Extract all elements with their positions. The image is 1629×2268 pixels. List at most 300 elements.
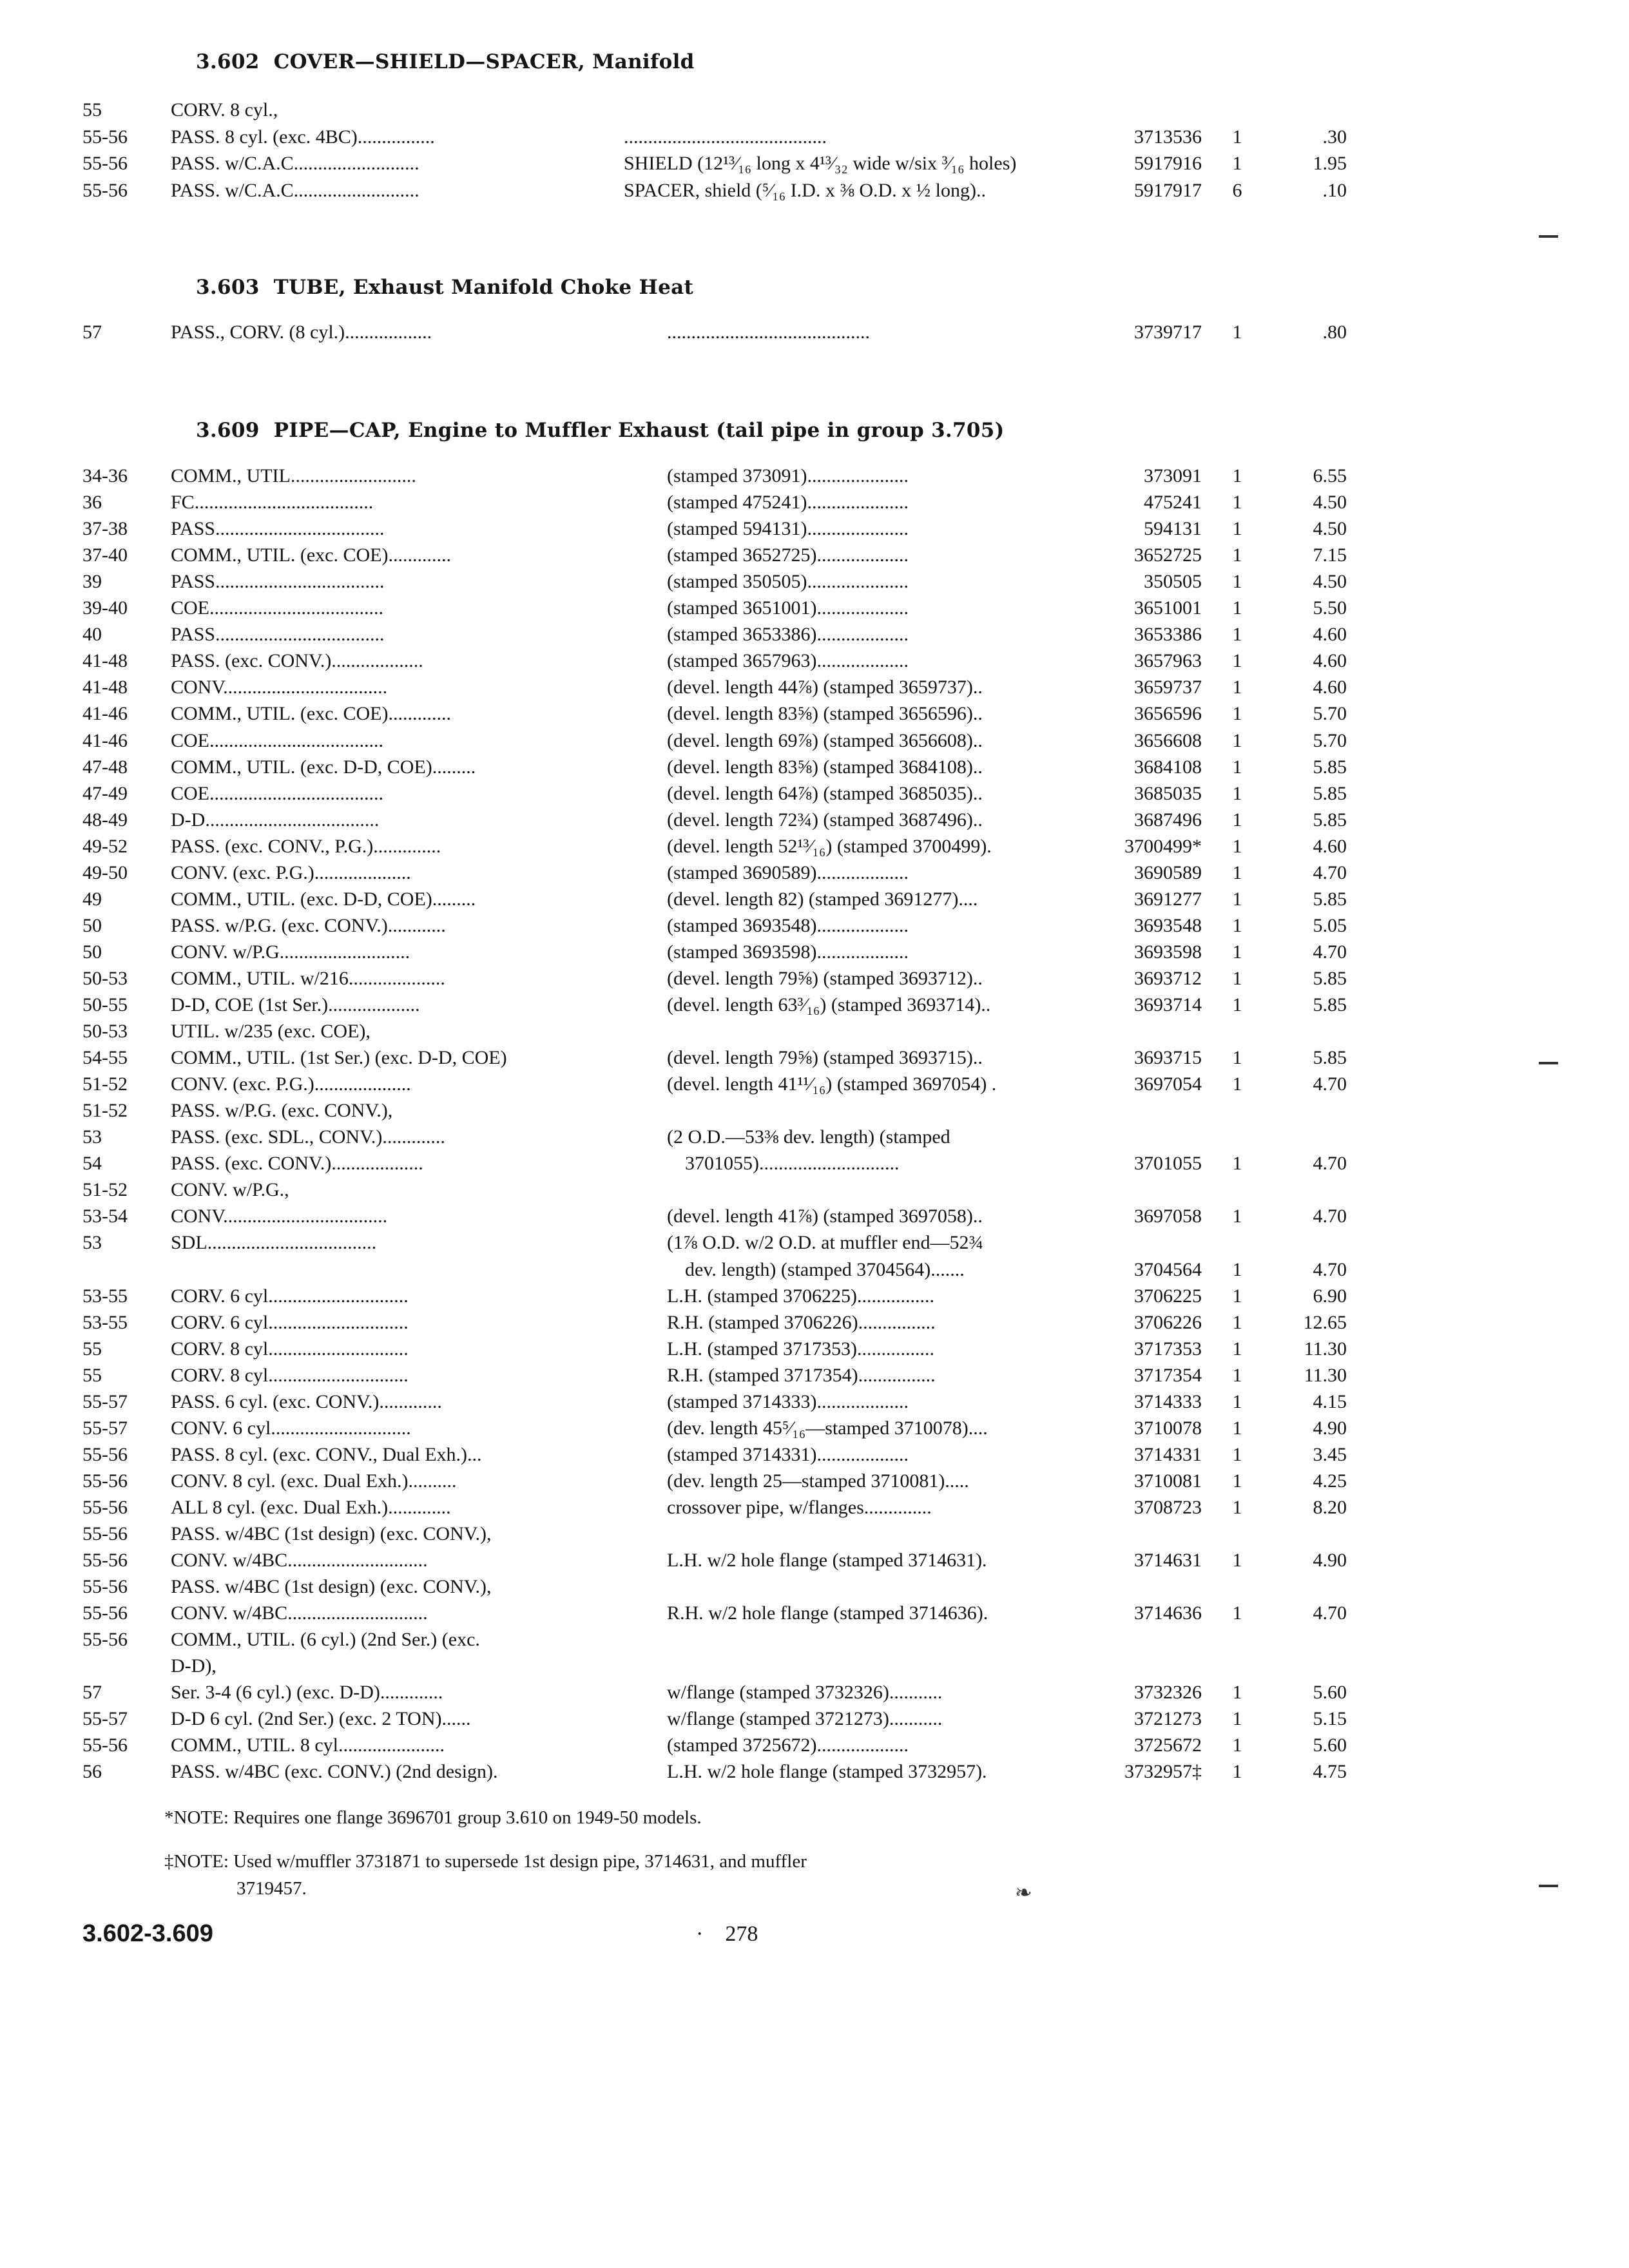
part-number: 3706225	[1134, 1285, 1202, 1307]
part-number: 3657963	[1134, 650, 1202, 672]
model-years: 55-56	[82, 1470, 128, 1492]
model-description: PASS. w/P.G. (exc. CONV.)............	[171, 914, 446, 936]
price: 3.45	[1313, 1443, 1347, 1465]
model-description: PASS. w/4BC (1st design) (exc. CONV.),	[171, 1576, 492, 1598]
table-row	[0, 177, 1629, 204]
part-description: (stamped 373091).....................	[667, 465, 909, 486]
part-number: 3693712	[1134, 967, 1202, 989]
model-years: 41-48	[82, 650, 128, 672]
part-number: 3652725	[1134, 544, 1202, 566]
part-description: L.H. (stamped 3706225)................	[667, 1285, 934, 1307]
quantity: 1	[1232, 1153, 1242, 1175]
model-years: 55-57	[82, 1708, 128, 1730]
quantity: 1	[1232, 624, 1242, 646]
model-years: 39-40	[82, 597, 128, 619]
price: 7.15	[1313, 544, 1347, 566]
table-row	[0, 1547, 1629, 1574]
price: .10	[1322, 179, 1347, 201]
quantity: 1	[1232, 1417, 1242, 1439]
section-heading-3603	[196, 276, 693, 299]
footnote-muffler	[164, 1848, 1105, 1902]
table-row	[0, 700, 1629, 727]
price: 5.60	[1313, 1682, 1347, 1704]
model-description: PASS. (exc. SDL., CONV.).............	[171, 1126, 445, 1148]
table-row	[0, 1732, 1629, 1759]
quantity: 1	[1232, 967, 1242, 989]
model-years: 55	[82, 1338, 102, 1360]
model-description: CONV. w/4BC.............................	[171, 1550, 428, 1571]
table-row	[0, 150, 1629, 177]
price: .30	[1322, 126, 1347, 148]
model-years: 37-40	[82, 544, 128, 566]
table-row	[0, 1521, 1629, 1548]
part-description: (devel. length 83⅝) (stamped 3684108)..	[667, 756, 983, 778]
price: 5.05	[1313, 914, 1347, 936]
model-description: PASS. w/4BC (exc. CONV.) (2nd design).	[171, 1761, 498, 1783]
part-description: (devel. length 41⅞) (stamped 3697058)..	[667, 1206, 983, 1227]
model-years: 37-38	[82, 518, 128, 540]
part-description: L.H. w/2 hole flange (stamped 3714631).	[667, 1550, 987, 1571]
table-row	[0, 124, 1629, 151]
quantity: 1	[1232, 153, 1242, 174]
model-description: D-D 6 cyl. (2nd Ser.) (exc. 2 TON)......	[171, 1708, 471, 1730]
model-years: 55	[82, 99, 102, 120]
part-number: 3721273	[1134, 1708, 1202, 1730]
table-row	[0, 965, 1629, 992]
section-title: PIPE—CAP, Engine to Muffler Exhaust (tail pipe in group 3.705)	[273, 419, 1005, 442]
part-number: 3659737	[1134, 677, 1202, 698]
table-row	[0, 489, 1629, 516]
model-description: Ser. 3-4 (6 cyl.) (exc. D-D).............	[171, 1682, 443, 1704]
price: 12.65	[1303, 1311, 1347, 1333]
quantity: 1	[1232, 994, 1242, 1015]
part-number: 3653386	[1134, 624, 1202, 646]
table-row	[0, 1229, 1629, 1256]
model-years: 54-55	[82, 1047, 128, 1069]
part-number: 3708723	[1134, 1496, 1202, 1518]
quantity: 1	[1232, 677, 1242, 698]
part-description: 3701055).............................	[685, 1153, 900, 1175]
part-description: (devel. length 69⅞) (stamped 3656608)..	[667, 729, 983, 751]
quantity: 1	[1232, 492, 1242, 514]
model-years: 55-56	[82, 153, 128, 174]
part-description: (stamped 475241).....................	[667, 492, 909, 514]
model-description: CONV. (exc. P.G.)....................	[171, 861, 411, 883]
page-number-value: 278	[725, 1922, 758, 1946]
price: 4.60	[1313, 650, 1347, 672]
price: 6.55	[1313, 465, 1347, 486]
part-description: (devel. length 83⅝) (stamped 3656596)..	[667, 703, 983, 725]
quantity: 1	[1232, 809, 1242, 831]
quantity: 1	[1232, 861, 1242, 883]
model-years: 56	[82, 1761, 102, 1783]
part-description: (devel. length 82) (stamped 3691277)....	[667, 888, 978, 910]
part-number: 3651001	[1134, 597, 1202, 619]
footnote-text-line1: ‡NOTE: Used w/muffler 3731871 to supersede 1st design pipe, 3714631, and muffler	[164, 1851, 807, 1872]
part-number: 3700499*	[1124, 835, 1202, 857]
quantity: 1	[1232, 1550, 1242, 1571]
price: 5.85	[1313, 967, 1347, 989]
table-row	[0, 1150, 1629, 1177]
table-row	[0, 1203, 1629, 1230]
part-number: 3697058	[1134, 1206, 1202, 1227]
model-description: CONV. w/4BC.............................	[171, 1602, 428, 1624]
model-description: CONV. w/P.G...........................	[171, 941, 410, 963]
model-years: 53	[82, 1232, 102, 1254]
part-number: 3693598	[1134, 941, 1202, 963]
model-years: 53-55	[82, 1311, 128, 1333]
model-years: 51-52	[82, 1100, 128, 1122]
part-description: R.H. (stamped 3706226)................	[667, 1311, 936, 1333]
model-years: 47-49	[82, 782, 128, 804]
part-number: 3687496	[1134, 809, 1202, 831]
part-description: SHIELD (12¹³⁄₁₆ long x 4¹³⁄₃₂ wide w/six ³⁄₁₆ holes)	[624, 153, 1017, 174]
quantity: 1	[1232, 1761, 1242, 1783]
model-years: 40	[82, 624, 102, 646]
margin-mark	[1539, 1885, 1558, 1887]
price: 5.85	[1313, 756, 1347, 778]
part-number: 594131	[1144, 518, 1202, 540]
table-row	[0, 1018, 1629, 1045]
part-description: SPACER, shield (⁵⁄₁₆ I.D. x ⅜ O.D. x ½ long)..	[624, 179, 986, 201]
quantity: 1	[1232, 597, 1242, 619]
model-years: 54	[82, 1153, 102, 1175]
model-years: 47-48	[82, 756, 128, 778]
table-row	[0, 1626, 1629, 1653]
table-row	[0, 568, 1629, 595]
model-years: 51-52	[82, 1179, 128, 1201]
table-row	[0, 319, 1629, 346]
model-years: 55-57	[82, 1417, 128, 1439]
model-description: PASS...................................	[171, 624, 385, 646]
table-row	[0, 860, 1629, 887]
price: 4.70	[1313, 1073, 1347, 1095]
table-row	[0, 1706, 1629, 1733]
part-number: 3714636	[1134, 1602, 1202, 1624]
price: 11.30	[1304, 1338, 1347, 1360]
model-years: 41-48	[82, 677, 128, 698]
part-number: 3691277	[1134, 888, 1202, 910]
price: 4.50	[1313, 518, 1347, 540]
model-description: CORV. 6 cyl.............................	[171, 1311, 409, 1333]
part-description: (stamped 350505).....................	[667, 571, 909, 593]
quantity: 1	[1232, 1285, 1242, 1307]
part-description: (devel. length 41¹¹⁄₁₆) (stamped 3697054) .	[667, 1073, 997, 1095]
table-row	[0, 595, 1629, 622]
model-years: 41-46	[82, 729, 128, 751]
part-description: (stamped 3690589)...................	[667, 861, 909, 883]
table-row	[0, 1415, 1629, 1442]
quantity: 1	[1232, 756, 1242, 778]
page-group-reference: 3.602-3.609	[82, 1920, 213, 1947]
model-years: 55-57	[82, 1390, 128, 1412]
part-number: 3710081	[1134, 1470, 1202, 1492]
part-number: 3704564	[1134, 1258, 1202, 1280]
model-years: 55	[82, 1364, 102, 1386]
table-row	[0, 992, 1629, 1019]
quantity: 1	[1232, 322, 1242, 343]
part-description: (devel. length 72¾) (stamped 3687496)..	[667, 809, 983, 831]
price: 8.20	[1313, 1496, 1347, 1518]
table-row	[0, 727, 1629, 754]
model-years: 50-55	[82, 994, 128, 1015]
quantity: 1	[1232, 571, 1242, 593]
model-description: CORV. 8 cyl.............................	[171, 1338, 409, 1360]
model-years: 34-36	[82, 465, 128, 486]
quantity: 1	[1232, 465, 1242, 486]
quantity: 1	[1232, 729, 1242, 751]
model-description: COMM., UTIL. (exc. D-D, COE).........	[171, 888, 476, 910]
quantity: 1	[1232, 888, 1242, 910]
part-description: (devel. length 79⅝) (stamped 3693712)..	[667, 967, 983, 989]
table-row	[0, 1573, 1629, 1600]
part-number: 3706226	[1134, 1311, 1202, 1333]
margin-mark	[1539, 235, 1558, 238]
section-number: 3.602	[196, 50, 260, 73]
price: 4.70	[1313, 861, 1347, 883]
price: 4.25	[1313, 1470, 1347, 1492]
part-description: w/flange (stamped 3732326)...........	[667, 1682, 943, 1704]
quantity: 1	[1232, 1496, 1242, 1518]
part-number: 3739717	[1134, 322, 1202, 343]
part-description: L.H. (stamped 3717353)................	[667, 1338, 934, 1360]
price: 4.50	[1313, 492, 1347, 514]
model-description: PASS. 6 cyl. (exc. CONV.).............	[171, 1390, 442, 1412]
table-row	[0, 1362, 1629, 1389]
model-years: 49-50	[82, 861, 128, 883]
price: 1.95	[1313, 153, 1347, 174]
quantity: 1	[1232, 782, 1242, 804]
part-number: 3685035	[1134, 782, 1202, 804]
table-row	[0, 912, 1629, 939]
model-years: 55-56	[82, 1602, 128, 1624]
model-description: PASS. w/C.A.C..........................	[171, 153, 419, 174]
part-description: (devel. length 79⅝) (stamped 3693715)..	[667, 1047, 983, 1069]
page-number	[696, 1922, 758, 1946]
part-number: 3693548	[1134, 914, 1202, 936]
model-years: 50-53	[82, 967, 128, 989]
quantity: 1	[1232, 544, 1242, 566]
model-description: SDL...................................	[171, 1232, 377, 1254]
model-years: 41-46	[82, 703, 128, 725]
footnote-flange	[164, 1804, 1105, 1831]
price: 5.85	[1313, 1047, 1347, 1069]
model-description: CONV. 8 cyl. (exc. Dual Exh.)..........	[171, 1470, 457, 1492]
part-description: (2 O.D.—53⅜ dev. length) (stamped	[667, 1126, 950, 1148]
model-description: CONV. 6 cyl.............................	[171, 1417, 411, 1439]
model-description: PASS. w/C.A.C..........................	[171, 179, 419, 201]
table-row	[0, 1441, 1629, 1468]
section-number: 3.603	[196, 276, 260, 299]
page-dot: ·	[696, 1922, 704, 1946]
part-number: 3717354	[1134, 1364, 1202, 1386]
part-description: (stamped 3651001)...................	[667, 597, 909, 619]
price: .80	[1322, 322, 1347, 343]
model-description: PASS...................................	[171, 518, 385, 540]
model-description: ALL 8 cyl. (exc. Dual Exh.).............	[171, 1496, 451, 1518]
pencil-mark-icon: ❧	[1015, 1880, 1032, 1905]
table-row	[0, 1600, 1629, 1627]
part-description: (stamped 3725672)...................	[667, 1735, 909, 1756]
quantity: 1	[1232, 835, 1242, 857]
price: 4.50	[1313, 571, 1347, 593]
model-description: D-D, COE (1st Ser.)...................	[171, 994, 420, 1015]
part-description: (dev. length 45⁵⁄₁₆—stamped 3710078)....	[667, 1417, 988, 1439]
part-number: 3713536	[1134, 126, 1202, 148]
quantity: 1	[1232, 1338, 1242, 1360]
table-row	[0, 542, 1629, 569]
table-row	[0, 1468, 1629, 1495]
part-number: 3693715	[1134, 1047, 1202, 1069]
quantity: 1	[1232, 1708, 1242, 1730]
margin-mark	[1539, 1062, 1558, 1064]
price: 5.85	[1313, 782, 1347, 804]
price: 5.85	[1313, 809, 1347, 831]
table-row	[0, 1309, 1629, 1336]
model-description: COMM., UTIL. (1st Ser.) (exc. D-D, COE)	[171, 1047, 507, 1069]
model-years: 50-53	[82, 1021, 128, 1043]
model-years: 55-56	[82, 126, 128, 148]
model-description: COMM., UTIL..........................	[171, 465, 416, 486]
model-description: CORV. 6 cyl.............................	[171, 1285, 409, 1307]
part-description: (stamped 3652725)...................	[667, 544, 909, 566]
model-years: 39	[82, 571, 102, 593]
part-number: 475241	[1144, 492, 1202, 514]
part-number: 5917917	[1134, 179, 1202, 201]
quantity: 1	[1232, 126, 1242, 148]
part-description: (stamped 594131).....................	[667, 518, 909, 540]
part-number: 373091	[1144, 465, 1202, 486]
quantity: 1	[1232, 1602, 1242, 1624]
price: 6.90	[1313, 1285, 1347, 1307]
part-description: (stamped 3714331)...................	[667, 1443, 909, 1465]
model-description: PASS. w/P.G. (exc. CONV.),	[171, 1100, 393, 1122]
part-number: 5917916	[1134, 153, 1202, 174]
part-description: dev. length) (stamped 3704564).......	[685, 1258, 965, 1280]
part-number: 3693714	[1134, 994, 1202, 1015]
table-row	[0, 1494, 1629, 1521]
model-description: COE....................................	[171, 597, 383, 619]
table-row	[0, 833, 1629, 860]
quantity: 6	[1232, 179, 1242, 201]
price: 5.70	[1313, 703, 1347, 725]
table-row	[0, 1283, 1629, 1310]
model-description: FC.....................................	[171, 492, 374, 514]
quantity: 1	[1232, 518, 1242, 540]
model-years: 36	[82, 492, 102, 514]
table-row	[0, 807, 1629, 834]
price: 4.90	[1313, 1417, 1347, 1439]
model-years: 50	[82, 941, 102, 963]
part-description: (stamped 3714333)...................	[667, 1390, 909, 1412]
part-number: 3714333	[1134, 1390, 1202, 1412]
quantity: 1	[1232, 1364, 1242, 1386]
price: 4.70	[1313, 1258, 1347, 1280]
quantity: 1	[1232, 1682, 1242, 1704]
section-heading-3609	[196, 419, 1005, 442]
part-description: crossover pipe, w/flanges..............	[667, 1496, 932, 1518]
model-description: COMM., UTIL. (exc. COE).............	[171, 703, 451, 725]
table-row	[0, 886, 1629, 913]
part-description: (1⅞ O.D. w/2 O.D. at muffler end—52¾	[667, 1232, 984, 1254]
model-years: 55-56	[82, 1443, 128, 1465]
table-row	[0, 1177, 1629, 1204]
part-description: R.H. w/2 hole flange (stamped 3714636).	[667, 1602, 988, 1624]
table-row	[0, 674, 1629, 701]
footnote-text: *NOTE: Requires one flange 3696701 group 3.610 on 1949-50 models.	[164, 1807, 702, 1828]
model-description: PASS. w/4BC (1st design) (exc. CONV.),	[171, 1523, 492, 1544]
model-years: 49	[82, 888, 102, 910]
table-row	[0, 463, 1629, 490]
part-number: 3701055	[1134, 1153, 1202, 1175]
quantity: 1	[1232, 1390, 1242, 1412]
model-years: 50	[82, 914, 102, 936]
model-years: 57	[82, 322, 102, 343]
part-description: (stamped 3693598)...................	[667, 941, 909, 963]
price: 5.85	[1313, 994, 1347, 1015]
table-row	[0, 1679, 1629, 1706]
table-row	[0, 648, 1629, 675]
price: 4.60	[1313, 835, 1347, 857]
quantity: 1	[1232, 1047, 1242, 1069]
part-number: 3710078	[1134, 1417, 1202, 1439]
model-description: PASS...................................	[171, 571, 385, 593]
price: 4.70	[1313, 941, 1347, 963]
model-description: COE....................................	[171, 782, 383, 804]
section-heading-3602	[196, 50, 695, 73]
quantity: 1	[1232, 1311, 1242, 1333]
model-description: CONV..................................	[171, 1206, 388, 1227]
model-years: 51-52	[82, 1073, 128, 1095]
model-description: PASS. 8 cyl. (exc. 4BC)................	[171, 126, 435, 148]
price: 4.70	[1313, 1602, 1347, 1624]
table-row	[0, 1389, 1629, 1416]
table-row	[0, 1071, 1629, 1098]
model-description: PASS. (exc. CONV., P.G.)..............	[171, 835, 441, 857]
model-description: PASS. 8 cyl. (exc. CONV., Dual Exh.)...	[171, 1443, 482, 1465]
part-number: 350505	[1144, 571, 1202, 593]
table-row	[0, 754, 1629, 781]
quantity: 1	[1232, 1443, 1242, 1465]
part-number: 3714331	[1134, 1443, 1202, 1465]
quantity: 1	[1232, 1258, 1242, 1280]
price: 5.15	[1313, 1708, 1347, 1730]
section-number: 3.609	[196, 419, 260, 442]
part-description: ..........................................	[624, 126, 827, 148]
part-description: (stamped 3657963)...................	[667, 650, 909, 672]
part-description: (devel. length 64⅞) (stamped 3685035)..	[667, 782, 983, 804]
part-number: 3732326	[1134, 1682, 1202, 1704]
table-row	[0, 97, 1629, 124]
model-years: 53	[82, 1126, 102, 1148]
model-description: D-D),	[171, 1655, 217, 1677]
quantity: 1	[1232, 1735, 1242, 1756]
section-title: TUBE, Exhaust Manifold Choke Heat	[273, 276, 694, 299]
model-years: 55-56	[82, 1576, 128, 1598]
model-years: 53-55	[82, 1285, 128, 1307]
model-years: 48-49	[82, 809, 128, 831]
quantity: 1	[1232, 914, 1242, 936]
quantity: 1	[1232, 941, 1242, 963]
price: 5.85	[1313, 888, 1347, 910]
price: 5.70	[1313, 729, 1347, 751]
table-row	[0, 1124, 1629, 1151]
model-years: 55-56	[82, 1629, 128, 1651]
price: 11.30	[1304, 1364, 1347, 1386]
model-years: 53-54	[82, 1206, 128, 1227]
model-description: UTIL. w/235 (exc. COE),	[171, 1021, 371, 1043]
table-row	[0, 1758, 1629, 1785]
